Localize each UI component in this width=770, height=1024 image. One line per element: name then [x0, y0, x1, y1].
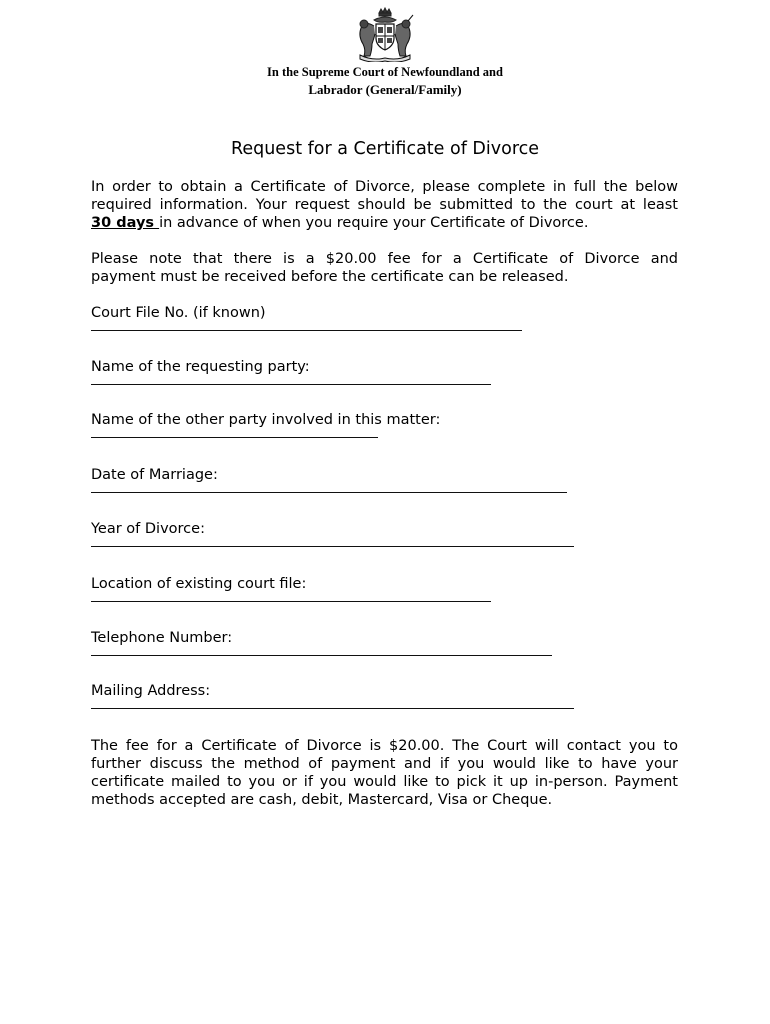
- thirty-days-emphasis: 30 days: [91, 215, 160, 231]
- other-party-input-line[interactable]: [91, 437, 378, 438]
- requesting-party-input-line[interactable]: [91, 384, 491, 385]
- fee-note-paragraph: [91, 250, 678, 286]
- other-party-field: [91, 411, 440, 438]
- court-file-location-field: [91, 575, 491, 602]
- intro-paragraph: [91, 178, 678, 232]
- telephone-number-input-line[interactable]: [91, 655, 552, 656]
- court-file-location-label: Location of existing court file:: [91, 576, 307, 592]
- coat-of-arms-icon: [352, 6, 418, 62]
- court-file-no-input-line[interactable]: [91, 330, 522, 331]
- mailing-address-field: [91, 682, 574, 709]
- year-of-divorce-label: Year of Divorce:: [91, 521, 205, 537]
- mailing-address-input-line[interactable]: [91, 708, 574, 709]
- requesting-party-label: Name of the requesting party:: [91, 359, 310, 375]
- intro-line-3-rest: in advance of when you require your Certificate of Divorce.: [159, 215, 589, 231]
- fee-details-line-2: further discuss the method of payment and if you would like to have your: [91, 756, 678, 772]
- year-of-divorce-input-line[interactable]: [91, 546, 574, 547]
- fee-details-paragraph: [91, 737, 678, 809]
- intro-line-2: required information. Your request should be submitted to the court at least: [91, 197, 678, 213]
- court-file-no-label: Court File No. (if known): [91, 305, 266, 321]
- court-file-no-field: [91, 304, 522, 331]
- year-of-divorce-field: [91, 520, 574, 547]
- date-of-marriage-label: Date of Marriage:: [91, 467, 218, 483]
- date-of-marriage-field: [91, 466, 567, 493]
- court-name-line-2: Labrador (General/Family): [308, 82, 462, 97]
- intro-line-3: [91, 214, 678, 232]
- telephone-number-field: [91, 629, 552, 656]
- fee-details-line-4: methods accepted are cash, debit, Mastercard, Visa or Cheque.: [91, 792, 553, 808]
- requesting-party-field: [91, 358, 491, 385]
- mailing-address-label: Mailing Address:: [91, 683, 211, 699]
- court-header: [0, 63, 770, 99]
- court-name-line-1: In the Supreme Court of Newfoundland and: [267, 65, 503, 79]
- date-of-marriage-input-line[interactable]: [91, 492, 567, 493]
- telephone-number-label: Telephone Number:: [91, 630, 233, 646]
- fee-note-line-1: Please note that there is a $20.00 fee for a Certificate of Divorce and: [91, 251, 678, 267]
- intro-line-1: In order to obtain a Certificate of Divorce, please complete in full the below: [91, 179, 678, 195]
- document-title: Request for a Certificate of Divorce: [230, 139, 540, 159]
- fee-details-line-3: certificate mailed to you or if you would like to pick it up in-person. Payment: [91, 774, 678, 790]
- court-file-location-input-line[interactable]: [91, 601, 491, 602]
- fee-details-line-1: The fee for a Certificate of Divorce is $20.00. The Court will contact you to: [91, 738, 678, 754]
- other-party-label: Name of the other party involved in this matter:: [91, 412, 441, 428]
- fee-note-line-2: payment must be received before the certificate can be released.: [91, 269, 569, 285]
